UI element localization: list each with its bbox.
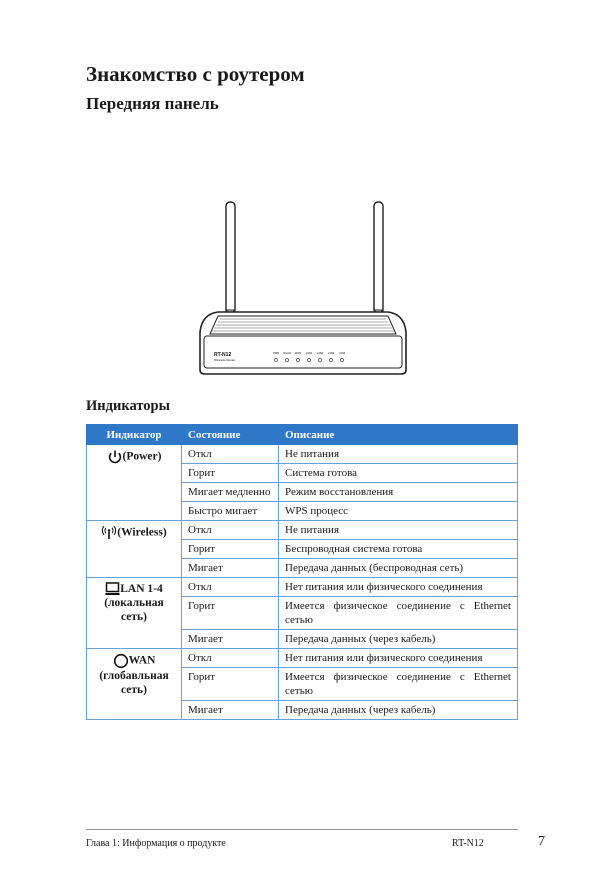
led-label: LAN3 (327, 352, 335, 355)
state-cell: Откл (182, 445, 279, 464)
description-cell: Нет питания или физического соединения (279, 649, 518, 668)
table-row (87, 578, 518, 597)
description-cell: Не питания (279, 521, 518, 540)
state-cell: Откл (182, 649, 279, 668)
description-cell: Режим восстановления (279, 483, 518, 502)
description-cell: Система готова (279, 464, 518, 483)
header-indicator: Индикатор (87, 425, 182, 445)
right-antenna (374, 202, 383, 314)
description-cell: Нет питания или физического соединения (279, 578, 518, 597)
footer-chapter: Глава 1: Информация о продукте (86, 838, 226, 849)
led-label: WLAN (283, 352, 291, 355)
indicator-table (86, 424, 518, 720)
state-cell: Мигает (182, 701, 279, 720)
wan-icon (113, 653, 129, 669)
page-title: Знакомство с роутером (86, 62, 305, 86)
led-label: WAN (295, 352, 301, 355)
state-cell: Горит (182, 540, 279, 559)
description-cell: Передача данных (через кабель) (279, 630, 518, 649)
indicator-wan: WAN (глобавльная сеть) (87, 649, 182, 720)
state-cell: Горит (182, 597, 279, 630)
description-cell: Передача данных (беспроводная сеть) (279, 559, 518, 578)
state-cell: Откл (182, 578, 279, 597)
state-cell: Мигает (182, 630, 279, 649)
header-state: Состояние (182, 425, 279, 445)
led-label: PWR (272, 352, 280, 355)
left-antenna (226, 202, 235, 314)
indicator-wireless: (Wireless) (87, 521, 182, 578)
footer-model: RT-N12 (452, 838, 484, 849)
description-cell: WPS процесс (279, 502, 518, 521)
state-cell: Горит (182, 668, 279, 701)
state-cell: Откл (182, 521, 279, 540)
header-description: Описание (279, 425, 518, 445)
indicator-lan: LAN 1-4 (локальная сеть) (87, 578, 182, 649)
section-heading: Индикаторы (86, 398, 170, 414)
state-cell: Мигает (182, 559, 279, 578)
page-number: 7 (538, 834, 545, 849)
router-illustration (196, 198, 410, 378)
table-header-row (87, 425, 518, 445)
table-row (87, 521, 518, 540)
description-cell: Имеется физическое соединение с Ethernet сетью (279, 668, 518, 701)
led-label: LAN4 (338, 352, 346, 355)
router-model-label: RT-N12 (214, 352, 232, 358)
footer-divider (86, 829, 518, 830)
state-cell: Быстро мигает (182, 502, 279, 521)
wireless-icon (101, 525, 117, 541)
description-cell: Беспроводная система готова (279, 540, 518, 559)
description-cell: Имеется физическое соединение с Ethernet сетью (279, 597, 518, 630)
lan-icon (105, 582, 120, 596)
state-cell: Мигает медленно (182, 483, 279, 502)
page-subtitle: Передняя панель (86, 94, 219, 113)
power-icon (107, 449, 123, 465)
description-cell: Не питания (279, 445, 518, 464)
state-cell: Горит (182, 464, 279, 483)
indicator-power: (Power) (87, 445, 182, 521)
table-row (87, 649, 518, 668)
table-row (87, 445, 518, 464)
led-label: LAN2 (316, 352, 324, 355)
router-model-sublabel: Wireless Router (214, 358, 236, 362)
description-cell: Передача данных (через кабель) (279, 701, 518, 720)
led-label: LAN1 (305, 352, 313, 355)
